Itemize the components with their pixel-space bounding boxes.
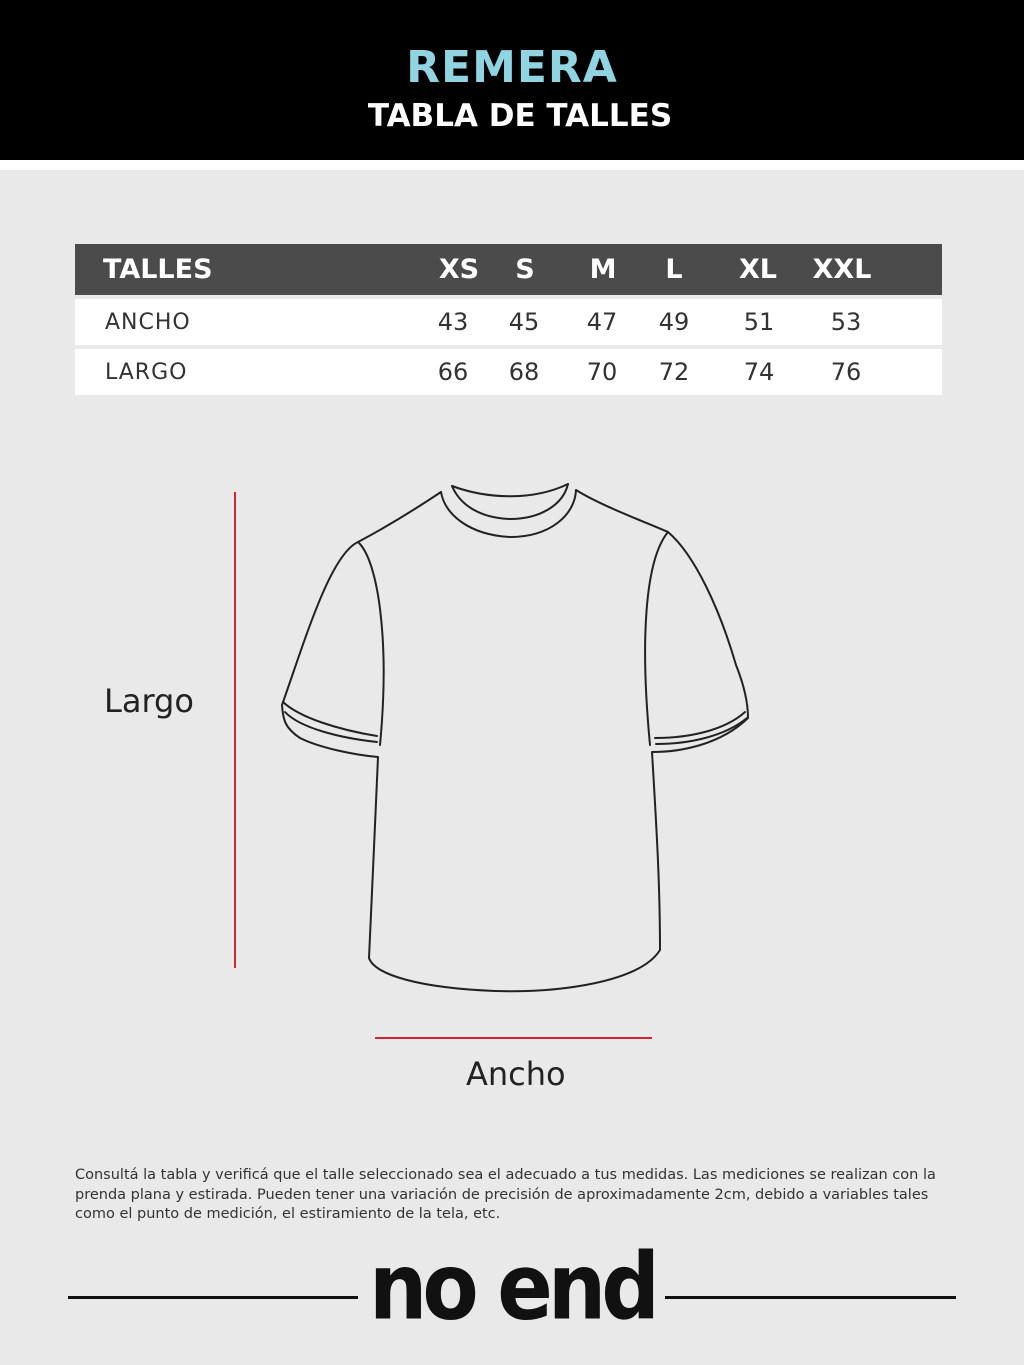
table-cell: 68 [508, 358, 540, 386]
table-cell: 51 [743, 308, 775, 336]
page-title: REMERA [406, 42, 618, 93]
size-xs: XS [438, 254, 480, 285]
size-l: L [665, 254, 683, 285]
page-subtitle: TABLA DE TALLES [367, 98, 673, 134]
table-cell: 74 [743, 358, 775, 386]
table-cell: 47 [586, 308, 618, 336]
table-cell: 43 [437, 308, 469, 336]
ancho-label: Ancho [466, 1055, 566, 1093]
largo-label: Largo [104, 682, 194, 720]
measurement-note: Consultá la tabla y verificá que el talle seleccionado sea el adecuado a tus medidas. Las mediciones se realizan con la prenda plana y estirada. Pueden tener una variación de precisión de aproximadamente 2cm, debido a variables tales como el punto de medición, el estiramiento de la tela, etc. [75, 1167, 936, 1222]
size-s: S [515, 254, 535, 285]
brand-divider-right [665, 1296, 956, 1299]
tshirt-icon [282, 484, 748, 991]
table-cell: 66 [437, 358, 469, 386]
size-xl: XL [738, 254, 778, 285]
row-label: ANCHO [105, 309, 191, 335]
table-cell: 76 [830, 358, 862, 386]
row-label: LARGO [105, 359, 188, 385]
table-cell: 45 [508, 308, 540, 336]
size-xxl: XXL [812, 254, 872, 285]
brand-logo: no end [369, 1234, 655, 1341]
table-cell: 49 [658, 308, 690, 336]
table-cell: 53 [830, 308, 862, 336]
size-m: M [589, 254, 617, 285]
table-cell: 70 [586, 358, 618, 386]
header-label: TALLES [103, 254, 213, 285]
table-cell: 72 [658, 358, 690, 386]
